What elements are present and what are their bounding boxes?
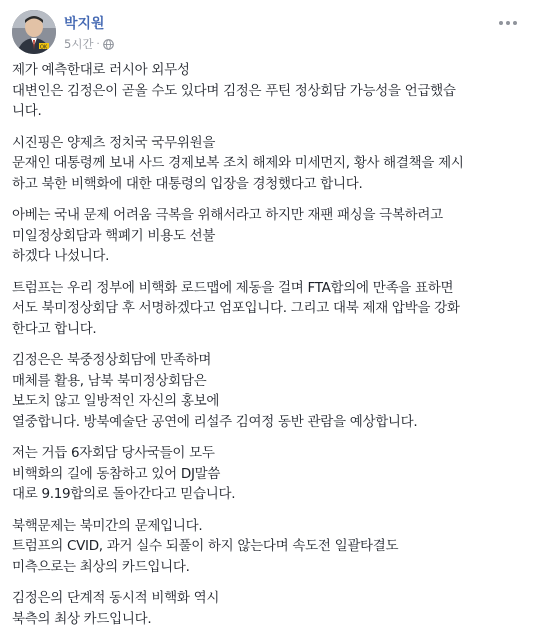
- post-text-line: 문재인 대통령께 보내 사드 경제보복 조치 해제와 미세먼지, 황사 해결책을 제시: [12, 155, 464, 171]
- post-text-line: 트럼프는 우리 정부에 비핵화 로드맵에 제동을 걸며 FTA합의에 만족을 표하면: [12, 279, 454, 296]
- post-text-line: 아베는 국내 문제 어려움 극복을 위해서라고 하지만 재팬 패싱을 극복하려고: [12, 207, 443, 223]
- post-text-line: 북핵문제는 북미간의 문제입니다.: [12, 517, 203, 534]
- post-text-line: 비핵화의 길에 동참하고 있어 DJ말씀: [12, 465, 221, 482]
- post-paragraph: [12, 588, 527, 629]
- profile-photo: [12, 10, 56, 54]
- post-text-line: 하고 북한 비핵화에 대한 대통령의 입장을 경청했다고 합니다.: [12, 175, 363, 192]
- post-text-line: 열중합니다. 방북예술단 공연에 리설주 김여정 동반 관람을 예상합니다.: [12, 413, 418, 430]
- post-paragraph: [12, 205, 527, 267]
- post-text-line: 미일정상회담과 핵폐기 비용도 선불: [12, 227, 216, 244]
- post-paragraph: [12, 443, 527, 505]
- post-text-line: 트럼프의 CVID, 과거 실수 되풀이 하지 않는다며 속도전 일괄타결도: [12, 538, 399, 554]
- post-text-line: 대변인은 김정은이 곧올 수도 있다며 김정은 푸틴 정상회담 가능성을 언급했습: [12, 82, 456, 99]
- post-paragraph: [12, 516, 527, 578]
- meta-separator: ·: [96, 38, 100, 50]
- more-options-icon[interactable]: [497, 16, 519, 30]
- post-paragraph: [12, 350, 527, 432]
- post-text-line: 저는 거듭 6자회담 당사국들이 모두: [12, 445, 215, 461]
- post-text-line: 서도 북미정상회담 후 서명하겠다고 엄포입니다. 그리고 대북 제재 압박을 강화: [12, 300, 460, 316]
- post-text-line: 하겠다 나섰니다.: [12, 248, 110, 264]
- author-name[interactable]: 박지원: [64, 16, 105, 32]
- post-meta: [64, 36, 114, 52]
- post-text-line: 대로 9.19합의로 돌아간다고 믿습니다.: [12, 486, 236, 502]
- post-text-line: 매체를 활용, 남북 북미정상회담은: [12, 372, 207, 389]
- post-text-line: 김정은의 단계적 동시적 비핵화 역시: [12, 590, 220, 606]
- post-text-line: 제가 예측한대로 러시아 외무성: [12, 62, 190, 78]
- post-body: [12, 60, 527, 640]
- post-header: [12, 10, 523, 56]
- post-text-line: 미측으로는 최상의 카드입니다.: [12, 558, 190, 575]
- post-text-line: 북측의 최상 카드입니다.: [12, 610, 152, 627]
- post-text-line: 보도치 않고 일방적인 자신의 홍보에: [12, 393, 220, 409]
- post-paragraph: [12, 133, 527, 195]
- globe-icon[interactable]: [103, 39, 114, 50]
- post-paragraph: [12, 278, 527, 340]
- post-timestamp[interactable]: 5시간: [64, 37, 94, 51]
- post-text-line: 한다고 합니다.: [12, 320, 97, 337]
- post-text-line: 니다.: [12, 103, 42, 119]
- post-paragraph: [12, 60, 527, 122]
- post-text-line: 시진핑은 양제츠 정치국 국무위원을: [12, 134, 216, 151]
- avatar[interactable]: [12, 10, 56, 54]
- avatar-badge: OK: [40, 44, 48, 51]
- post-text-line: 김정은은 북중정상회담에 만족하며: [12, 352, 212, 368]
